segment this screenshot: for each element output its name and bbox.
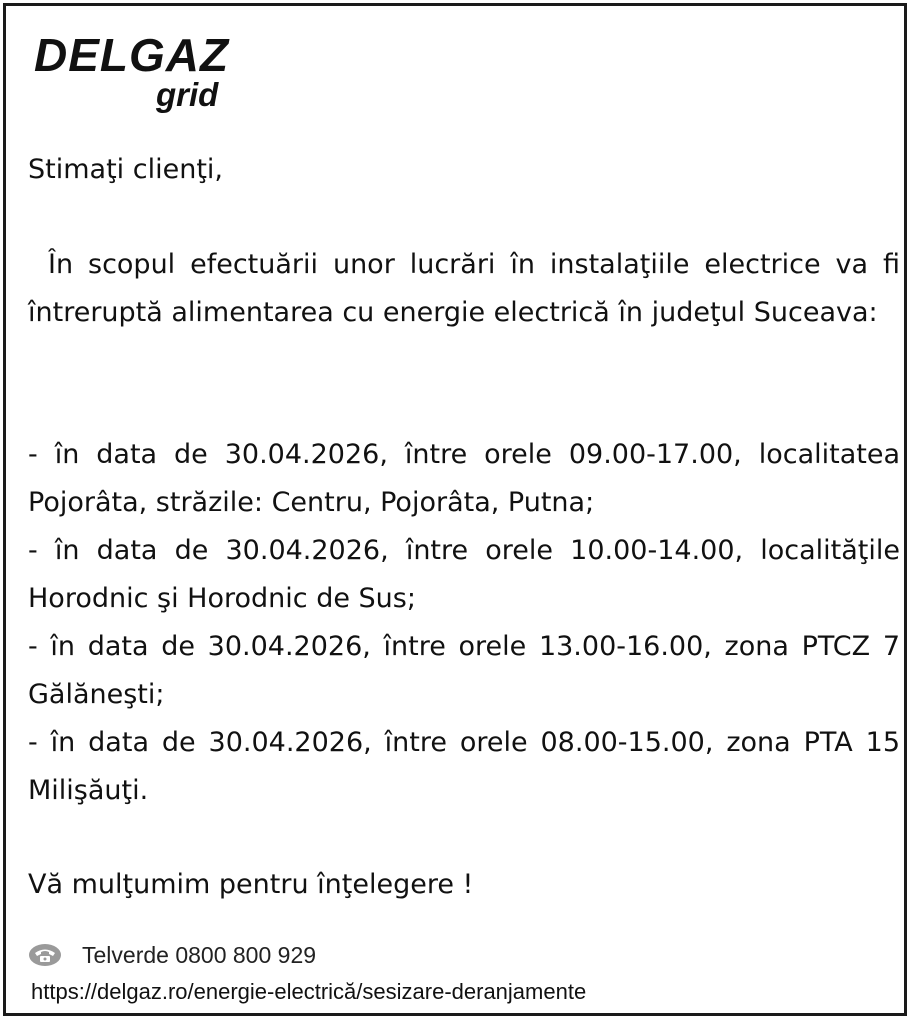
intro-paragraph: În scopul efectuării unor lucrări în instalaţiile electrice va fi întreruptă alimentarea cu energie electrică în judeţul Suceava:	[28, 249, 900, 328]
outage-item: - în data de 30.04.2026, între orele 08.00-15.00, zona PTA 15 Milişăuţi.	[28, 727, 900, 806]
thanks-line: Vă mulţumim pentru înţelegere !	[28, 869, 474, 900]
logo-main-text: DELGAZ	[34, 29, 230, 81]
logo-sub-text: grid	[156, 76, 219, 113]
outage-item: - în data de 30.04.2026, între orele 09.00-17.00, localitatea Pojorâta, străzile: Centru, Pojorâta, Putna;	[28, 439, 900, 518]
contact-line	[28, 939, 316, 971]
website-url[interactable]: https://delgaz.ro/energie-electrică/sesizare-deranjamente	[31, 979, 587, 1004]
notice-frame	[3, 3, 907, 1016]
outage-item: - în data de 30.04.2026, între orele 10.00-14.00, localităţile Horodnic şi Horodnic de Sus;	[28, 535, 900, 614]
phone-icon	[28, 943, 62, 967]
hotline-text: Telverde 0800 800 929	[82, 941, 317, 968]
outage-list	[28, 431, 900, 815]
outage-item: - în data de 30.04.2026, între orele 13.00-16.00, zona PTCZ 7 Gălăneşti;	[28, 631, 900, 710]
delgaz-grid-logo	[34, 29, 244, 116]
greeting: Stimaţi clienţi,	[28, 154, 223, 185]
